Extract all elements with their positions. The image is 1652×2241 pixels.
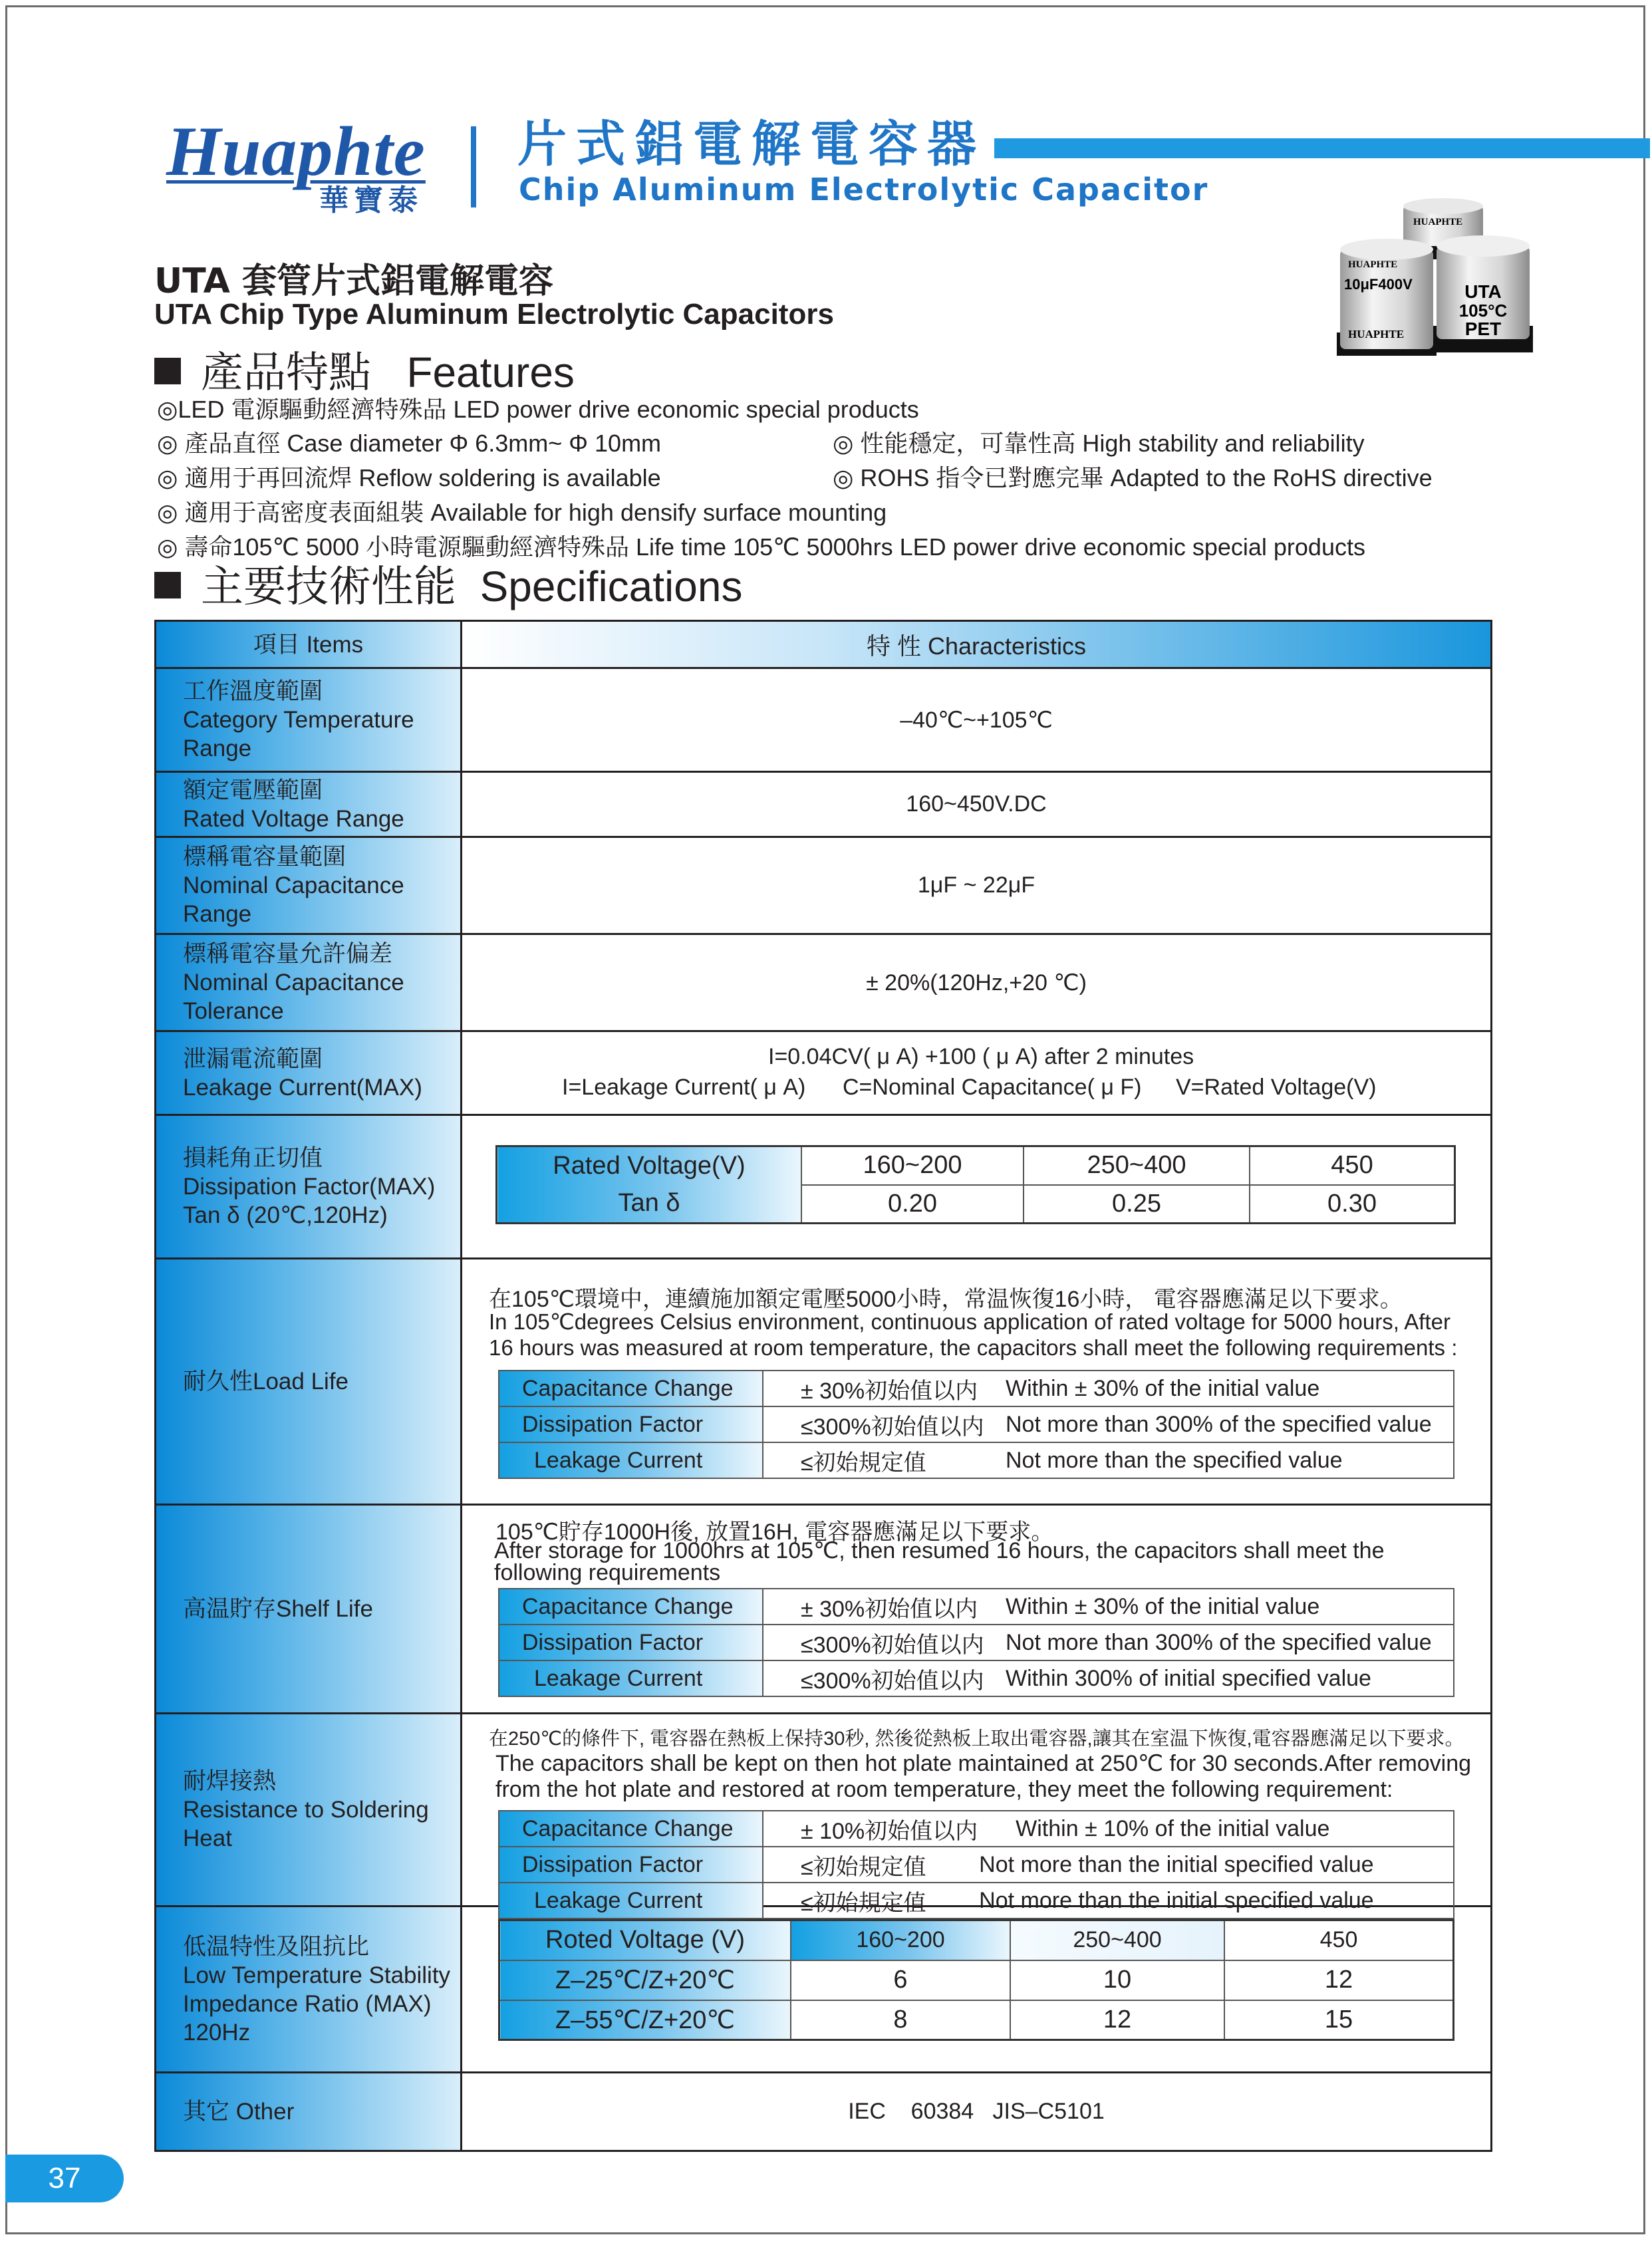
impedance-cell: 12 — [1224, 1960, 1454, 2000]
row-label — [156, 1259, 462, 1504]
row-label-cn: 額定電壓範圍 — [183, 777, 323, 803]
criterion-name: Leakage Current — [499, 1883, 763, 1918]
voltage-cell: 160~200 — [801, 1146, 1024, 1185]
criterion-name: Dissipation Factor — [499, 1625, 763, 1660]
voltage-cell: 250~400 — [1010, 1920, 1224, 1960]
specifications-heading-cn: 主要技術性能 — [201, 563, 456, 612]
criterion-en: Within ± 30% of the initial value — [1005, 1371, 1454, 1406]
capacitor-top — [1340, 239, 1433, 260]
impedance-cell: 8 — [791, 2000, 1010, 2040]
table-row — [499, 1625, 1454, 1660]
shelf-life-table — [498, 1588, 1454, 1697]
criterion-cn: ≤300%初始值以内 — [763, 1406, 1005, 1442]
criterion-en: Within ± 10% of the initial value — [978, 1811, 1454, 1847]
row-label-text: 耐久性Load Life — [183, 1369, 349, 1394]
leakage-v-definition: V=Rated Voltage(V) — [1176, 1075, 1377, 1100]
row-label-cn: 低温特性及阻抗比 — [183, 1933, 370, 1960]
soldering-text-en: The capacitors shall be kept on then hot plate maintained at 250℃ for 30 seconds.After removing — [495, 1751, 1472, 1776]
voltage-cell: 450 — [1250, 1146, 1455, 1185]
specifications-table — [154, 620, 1492, 2152]
impedance-ratio-label: Z–25℃/Z+20℃ — [499, 1960, 791, 2000]
page-title-cn: 片式鋁電解電容器 — [517, 116, 986, 173]
table-row — [497, 1185, 1455, 1224]
voltage-value: 160~450V.DC — [906, 791, 1047, 817]
tan-delta-label: Tan δ — [497, 1185, 802, 1224]
leakage-i-definition: I=Leakage Current( μ A) — [562, 1075, 806, 1100]
row-label-en: Leakage Current(MAX) — [183, 1074, 422, 1101]
feature-item: ◎ ROHS 指令已對應完畢 Adapted to the RoHS directive — [833, 464, 1433, 491]
criterion-cn: ≤300%初始值以内 — [763, 1625, 1005, 1660]
capacitor-label: 105°C — [1458, 301, 1508, 321]
capacitor-top — [1403, 198, 1483, 214]
row-label-en: Tan δ (20℃,120Hz) — [183, 1202, 388, 1228]
tan-cell: 0.20 — [801, 1185, 1024, 1224]
capacitor-label: HUAPHTE — [1413, 217, 1463, 227]
row-label — [156, 838, 462, 933]
row-label-en: Dissipation Factor(MAX) — [183, 1174, 436, 1200]
square-bullet-icon — [154, 572, 181, 598]
criterion-name: Leakage Current — [499, 1442, 763, 1478]
brand-logo: Huaphte — [166, 112, 426, 190]
soldering-text-en: from the hot plate and restored at room temperature, they meet the following requirement: — [495, 1777, 1393, 1802]
table-row-other — [156, 2073, 1490, 2150]
row-label-text: 其它 Other — [183, 2099, 295, 2125]
capacitance-value: 1μF ~ 22μF — [917, 872, 1035, 898]
impedance-ratio-label: Z–55℃/Z+20℃ — [499, 2000, 791, 2040]
soldering-text-cn: 在250℃的條件下, 電容器在熱板上保持30秒, 然後從熱板上取出電容器,讓其在室温下恢復,電容器應滿足以下要求。 — [489, 1728, 1464, 1750]
table-row — [499, 1960, 1454, 2000]
row-label — [156, 773, 462, 836]
criterion-cn: ≤初始規定值 — [763, 1883, 978, 1918]
feature-item: ◎ 適用于再回流焊 Reflow soldering is available — [157, 464, 661, 491]
capacitor-label: HUAPHTE — [1348, 259, 1398, 270]
specifications-heading-en: Specifications — [480, 563, 743, 610]
criterion-en: Not more than the specified value — [1005, 1442, 1454, 1478]
table-row — [499, 2000, 1454, 2040]
voltage-cell: 450 — [1224, 1920, 1454, 1960]
table-row — [499, 1811, 1454, 1847]
criterion-en: Within 300% of initial specified value — [1005, 1660, 1454, 1696]
table-row-temperature — [156, 669, 1490, 773]
impedance-cell: 12 — [1010, 2000, 1224, 2040]
criterion-name: Capacitance Change — [499, 1371, 763, 1406]
feature-item: ◎ 性能穩定，可靠性高 High stability and reliability — [833, 430, 1365, 457]
row-label — [156, 935, 462, 1030]
table-row-load-life — [156, 1259, 1490, 1506]
table-row — [499, 1660, 1454, 1696]
criterion-cn: ± 10%初始值以内 — [763, 1811, 978, 1847]
shelf-life-text-en: After storage for 1000hrs at 105℃, then resumed 16 hours, the capacitors shall meet the — [494, 1538, 1385, 1563]
header-items: 項目 Items — [156, 622, 462, 667]
load-life-text-cn: 在105℃環境中，連續施加額定電壓5000小時，常温恢復16小時， 電容器應滿足以下要求。 — [489, 1287, 1403, 1312]
soldering-table — [498, 1810, 1454, 1919]
criterion-cn: ≤初始規定值 — [763, 1847, 978, 1883]
capacitor-top — [1437, 235, 1530, 257]
row-label-cn: 損耗角正切值 — [183, 1145, 323, 1171]
criterion-en: Not more than the initial specified value — [978, 1883, 1454, 1918]
row-label-en: Impedance Ratio (MAX) — [183, 1990, 432, 2017]
low-temperature-table — [498, 1919, 1454, 2041]
criterion-en: Not more than the initial specified value — [978, 1847, 1454, 1883]
tan-cell: 0.25 — [1024, 1185, 1250, 1224]
row-label-en: 120Hz — [183, 2019, 251, 2045]
row-label-en: Resistance to Soldering — [183, 1797, 429, 1823]
table-row-dissipation — [156, 1116, 1490, 1259]
row-label-en: Low Temperature Stability — [183, 1962, 451, 1988]
capacitor-label: PET — [1464, 319, 1502, 339]
series-title-cn: UTA 套管片式鋁電解電容 — [154, 261, 554, 301]
row-label-en: Nominal Capacitance — [183, 872, 404, 898]
table-row — [499, 1920, 1454, 1960]
load-life-text-en: 16 hours was measured at room temperature, the capacitors shall meet the following requirements : — [489, 1335, 1458, 1360]
row-label-cn: 工作溫度範圍 — [183, 678, 323, 704]
impedance-cell: 15 — [1224, 2000, 1454, 2040]
rated-voltage-label: Rated Voltage(V) — [497, 1146, 802, 1185]
row-label-en: Nominal Capacitance — [183, 970, 404, 995]
row-label-en: Range — [183, 901, 252, 927]
criterion-cn: ± 30%初始值以内 — [763, 1371, 1005, 1406]
row-label — [156, 669, 462, 771]
tolerance-value: ± 20%(120Hz,+20 ℃) — [866, 970, 1087, 995]
criterion-en: Not more than 300% of the specified value — [1005, 1625, 1454, 1660]
criterion-name: Capacitance Change — [499, 1589, 763, 1625]
square-bullet-icon — [154, 358, 181, 384]
brand-logo-cn: 華寶泰 — [319, 184, 423, 217]
feature-item: ◎LED 電源驅動經濟特殊品 LED power drive economic special products — [157, 396, 919, 423]
criterion-name: Capacitance Change — [499, 1811, 763, 1847]
table-row-low-temperature — [156, 1907, 1490, 2073]
capacitor-product-image — [1320, 193, 1546, 392]
features-heading — [154, 348, 575, 398]
load-life-table — [498, 1370, 1454, 1479]
features-heading-cn: 產品特點 — [201, 348, 371, 398]
criterion-cn: ≤初始規定值 — [763, 1442, 1005, 1478]
table-row-tolerance — [156, 935, 1490, 1032]
criterion-en: Not more than 300% of the specified value — [1005, 1406, 1454, 1442]
criterion-name: Dissipation Factor — [499, 1847, 763, 1883]
criterion-name: Dissipation Factor — [499, 1406, 763, 1442]
table-row-shelf-life — [156, 1506, 1490, 1714]
row-label-en: Category Temperature — [183, 707, 414, 733]
voltage-cell: 250~400 — [1024, 1146, 1250, 1185]
feature-item: ◎ 壽命105℃ 5000 小時電源驅動經濟特殊品 Life time 105℃ 5000hrs LED power drive economic special products — [157, 533, 1365, 561]
table-row-voltage — [156, 773, 1490, 838]
other-value: IEC 60384 JIS–C5101 — [848, 2099, 1105, 2124]
row-label-cn: 泄漏電流範圍 — [183, 1045, 323, 1072]
page-title-en: Chip Aluminum Electrolytic Capacitor — [519, 172, 1209, 207]
impedance-cell: 10 — [1010, 1960, 1224, 2000]
table-row — [499, 1406, 1454, 1442]
table-row — [497, 1146, 1455, 1185]
row-label — [156, 1506, 462, 1712]
row-label — [156, 1714, 462, 1905]
criterion-cn: ≤300%初始值以内 — [763, 1660, 1005, 1696]
tan-cell: 0.30 — [1250, 1185, 1455, 1224]
voltage-cell: 160~200 — [791, 1920, 1010, 1960]
row-label-cn: 標稱電容量允許偏差 — [183, 941, 393, 967]
table-row — [499, 1371, 1454, 1406]
page-number: 37 — [5, 2155, 124, 2202]
load-life-text-en: In 105℃degrees Celsius environment, continuous application of rated voltage for 5000 hours, After — [489, 1309, 1450, 1334]
title-divider — [471, 126, 476, 207]
row-label — [156, 1032, 462, 1114]
row-label-en: Heat — [183, 1825, 232, 1851]
capacitor-label: 10μF400V — [1344, 276, 1413, 293]
row-label-en: Rated Voltage Range — [183, 805, 404, 832]
shelf-life-text-en: following requirements — [494, 1560, 721, 1585]
criterion-cn: ± 30%初始值以内 — [763, 1589, 1005, 1625]
leakage-formula: I=0.04CV( μ A) +100 ( μ A) after 2 minutes — [768, 1044, 1194, 1069]
impedance-cell: 6 — [791, 1960, 1010, 2000]
features-heading-en: Features — [406, 348, 575, 396]
temperature-value: –40℃~+105℃ — [900, 707, 1053, 733]
dissipation-table — [495, 1145, 1456, 1224]
capacitor-label: UTA — [1464, 281, 1502, 302]
row-label-text: 高温貯存Shelf Life — [183, 1596, 373, 1622]
specifications-heading — [154, 563, 743, 612]
title-accent-line — [994, 138, 1650, 158]
feature-item: ◎ 產品直徑 Case diameter Φ 6.3mm~ Φ 10mm — [157, 430, 662, 457]
capacitor-label: HUAPHTE — [1348, 328, 1405, 340]
leakage-c-definition: C=Nominal Capacitance( μ F) — [843, 1075, 1142, 1100]
row-label — [156, 1907, 462, 2071]
table-row — [499, 1847, 1454, 1883]
table-header-row — [156, 622, 1490, 669]
table-row — [499, 1442, 1454, 1478]
roted-voltage-label: Roted Voltage (V) — [499, 1920, 791, 1960]
series-title-en: UTA Chip Type Aluminum Electrolytic Capacitors — [154, 298, 834, 330]
shelf-life-text-cn: 105℃貯存1000H後, 放置16H, 電容器應滿足以下要求。 — [495, 1519, 1054, 1545]
criterion-en: Within ± 30% of the initial value — [1005, 1589, 1454, 1625]
table-row-leakage — [156, 1032, 1490, 1116]
row-label — [156, 2073, 462, 2150]
row-label-en: Range — [183, 735, 252, 761]
table-row — [499, 1589, 1454, 1625]
row-label-cn: 標稱電容量範圍 — [183, 844, 346, 870]
row-label-cn: 耐焊接熱 — [183, 1768, 277, 1794]
table-row-capacitance — [156, 838, 1490, 935]
header-characteristics: 特 性 Characteristics — [462, 622, 1490, 667]
table-row-soldering — [156, 1714, 1490, 1916]
criterion-name: Leakage Current — [499, 1660, 763, 1696]
row-label — [156, 1116, 462, 1257]
row-label-en: Tolerance — [183, 998, 284, 1024]
feature-item: ◎ 適用于高密度表面組裝 Available for high densify surface mounting — [157, 499, 887, 526]
